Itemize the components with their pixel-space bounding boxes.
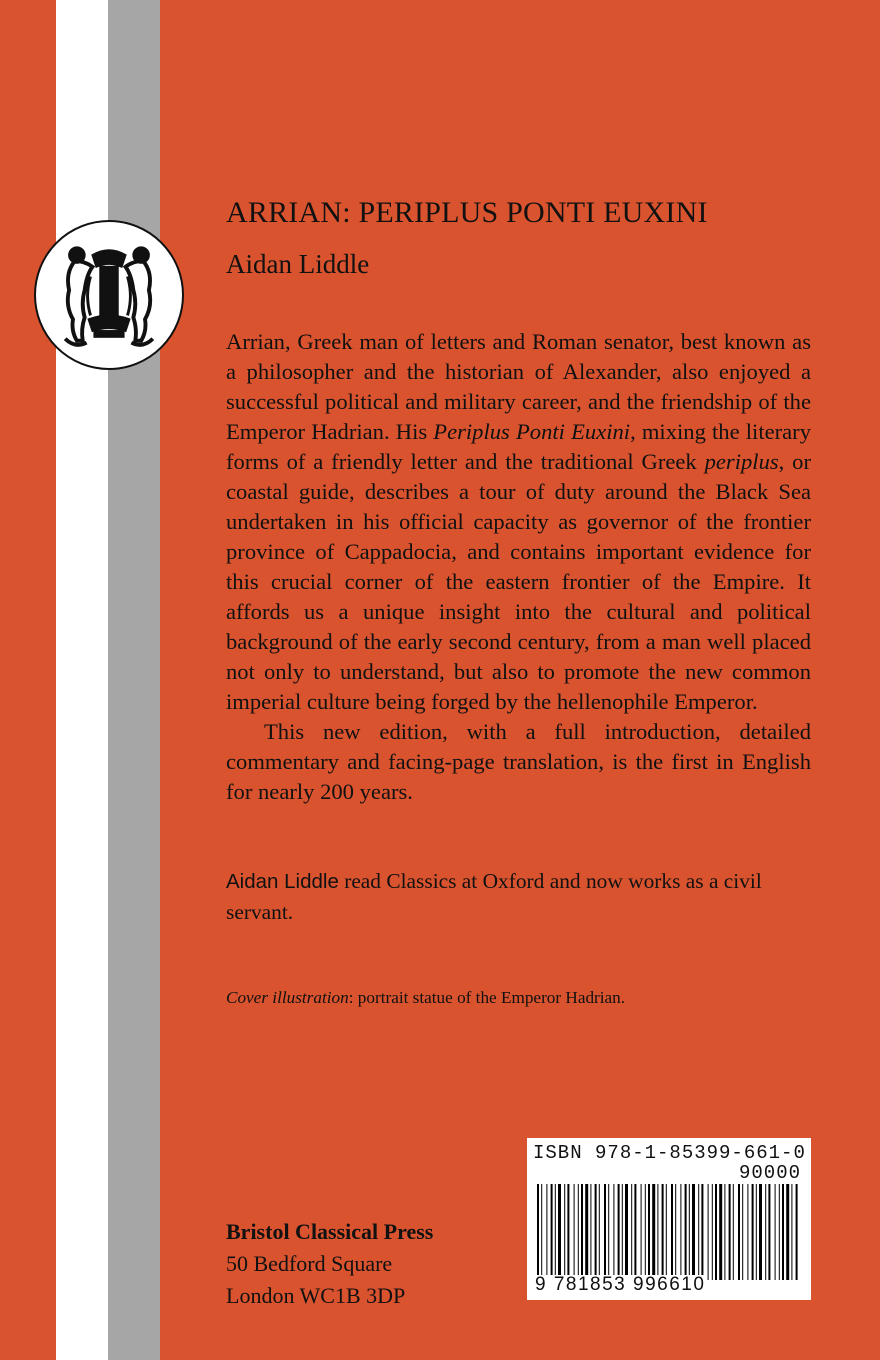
barcode-bar <box>657 1184 658 1280</box>
barcode-bar <box>671 1184 673 1280</box>
barcode-bar <box>719 1184 722 1280</box>
blurb-text: Arrian, Greek man of letters and Roman senator, best known as a philosopher and the historian of Alexander, also enjoyed a successful political and military career, and the friendship of the Emperor Hadrian. His <box>226 329 811 444</box>
barcode-bar <box>645 1184 646 1280</box>
barcode-bar <box>733 1184 734 1280</box>
barcode-bar <box>551 1184 553 1280</box>
barcode-bar <box>675 1184 676 1280</box>
barcode-bar <box>634 1184 636 1280</box>
barcode-bar <box>765 1184 766 1280</box>
decorative-stripe-grey <box>108 0 160 1360</box>
barcode-bar <box>608 1184 609 1280</box>
barcode-bar <box>775 1184 776 1280</box>
barcode-bar <box>712 1184 713 1280</box>
barcode-bar <box>567 1184 569 1280</box>
barcode-bar <box>768 1184 770 1280</box>
blurb-italic-title: Periplus Ponti Euxini <box>433 419 631 444</box>
blurb-italic-term: periplus <box>704 449 779 474</box>
barcode-bar <box>590 1184 591 1280</box>
decorative-stripe-white <box>56 0 108 1360</box>
barcode-bar <box>729 1184 731 1280</box>
barcode-bar <box>618 1184 620 1280</box>
barcode-bar <box>599 1184 600 1280</box>
barcode-bar <box>631 1184 632 1280</box>
blurb-text: , mixing the literary forms of a friendly letter and the traditional Greek <box>226 419 811 474</box>
book-blurb <box>226 327 811 807</box>
cover-note-text: : portrait statue of the Emperor Hadrian. <box>348 988 626 1007</box>
publisher-block <box>226 1216 433 1312</box>
barcode-bar <box>680 1184 681 1280</box>
barcode-bar <box>698 1184 699 1280</box>
barcode-bar <box>715 1184 717 1280</box>
barcode-bar <box>708 1184 709 1280</box>
barcode-bar <box>546 1184 547 1280</box>
barcode-bar <box>641 1184 642 1280</box>
barcode-bar <box>613 1184 614 1280</box>
barcode-bars <box>535 1184 803 1280</box>
publisher-address-line-1: 50 Bedford Square <box>226 1251 393 1276</box>
publisher-name: Bristol Classical Press <box>226 1219 434 1244</box>
barcode-bar <box>555 1184 556 1280</box>
barcode-bar <box>752 1184 754 1280</box>
blurb-text: , or coastal guide, describes a tour of duty around the Black Sea undertaken in his official capacity as governor of the frontier province of Cappadocia, and contains important evidence for this crucial corner of the eastern frontier of the Empire. It affords us a unique insight into the cultural and political background of the early second century, from a man well placed not only to understand, but also to promote the new common imperial culture being forged by the hellenophile Emperor. <box>226 449 811 714</box>
barcode-bar <box>779 1184 780 1280</box>
barcode-bar <box>622 1184 623 1280</box>
barcode-bar <box>604 1184 606 1280</box>
barcode-bar <box>558 1184 561 1280</box>
barcode-bar <box>564 1184 565 1280</box>
barcode-bar <box>738 1184 740 1280</box>
barcode-bar <box>724 1184 725 1280</box>
publisher-emblem-icon <box>34 220 184 370</box>
barcode-bar <box>625 1184 628 1280</box>
blurb-paragraph-1 <box>226 327 811 717</box>
barcode-digits: 9 781853 996610 <box>535 1274 706 1295</box>
barcode-bar <box>782 1184 784 1280</box>
barcode-bar <box>585 1184 588 1280</box>
book-author: Aidan Liddle <box>226 249 370 279</box>
barcode-bar <box>578 1184 579 1280</box>
barcode-bar <box>747 1184 748 1280</box>
barcode-bar <box>756 1184 757 1280</box>
barcode-bar <box>574 1184 575 1280</box>
barcode-bar <box>796 1184 798 1280</box>
barcode-panel <box>527 1138 811 1300</box>
barcode-bar <box>581 1184 583 1280</box>
book-title: ARRIAN: PERIPLUS PONTI EUXINI <box>226 196 708 229</box>
cover-note-label: Cover illustration <box>226 988 349 1007</box>
barcode-bar <box>662 1184 664 1280</box>
barcode-bar <box>689 1184 690 1280</box>
barcode-price-code: 90000 <box>738 1162 801 1184</box>
author-bio <box>226 866 811 927</box>
barcode-bar <box>701 1184 703 1280</box>
barcode-bar <box>541 1184 542 1280</box>
barcode-bar <box>786 1184 789 1280</box>
publisher-address-line-2: London WC1B 3DP <box>226 1283 406 1308</box>
barcode-bar <box>652 1184 655 1280</box>
barcode-bar <box>759 1184 762 1280</box>
barcode-bar <box>537 1184 539 1280</box>
cover-illustration-note <box>226 988 625 1008</box>
author-bio-name: Aidan Liddle <box>226 870 339 893</box>
author-bio-text: read Classics at Oxford and now works as a civil servant. <box>226 869 762 924</box>
barcode-bar <box>742 1184 743 1280</box>
barcode-bar <box>685 1184 687 1280</box>
isbn-number: ISBN 978-1-85399-661-0 <box>533 1142 806 1164</box>
blurb-paragraph-2: This new edition, with a full introduction, detailed commentary and facing-page translation, is the first in English for nearly 200 years. <box>226 719 811 804</box>
barcode-bar <box>666 1184 667 1280</box>
barcode-bar <box>791 1184 792 1280</box>
barcode-bar <box>648 1184 650 1280</box>
barcode-bar <box>692 1184 695 1280</box>
barcode-bar <box>595 1184 597 1280</box>
